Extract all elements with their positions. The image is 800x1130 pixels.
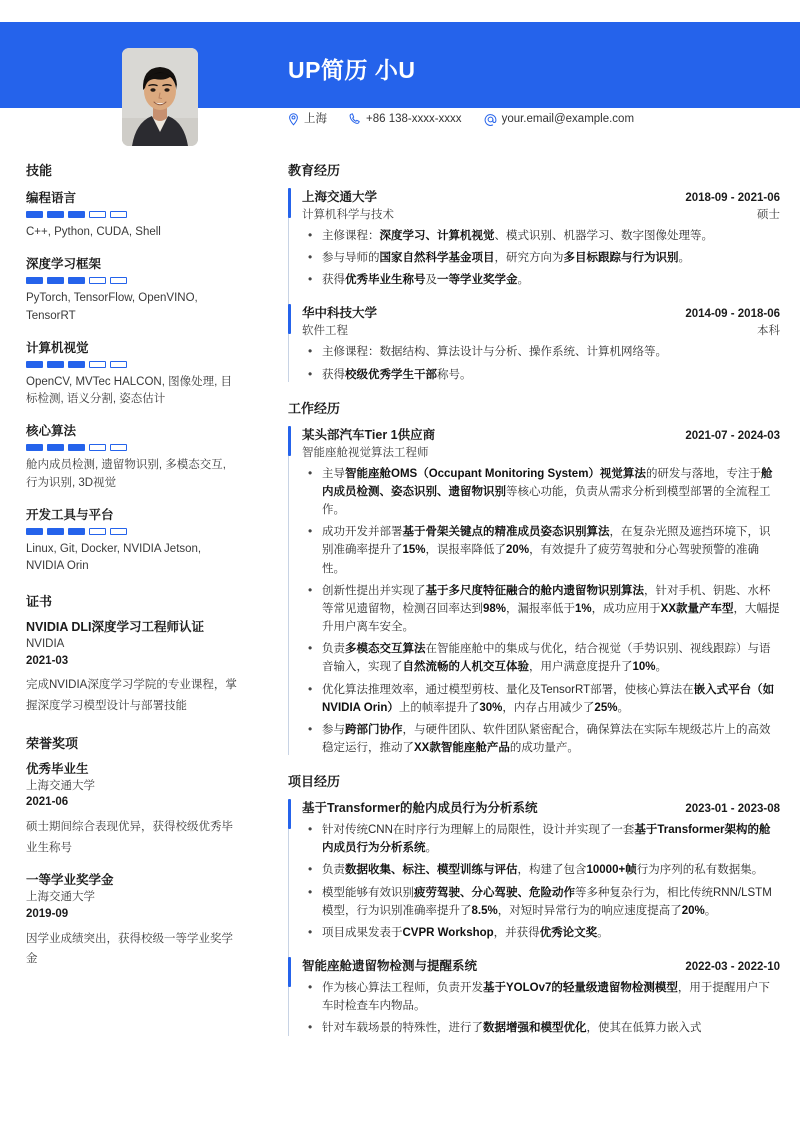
bullet-item: • 获得优秀毕业生称号及一等学业奖学金。 [302, 271, 780, 289]
skill-level-segment [89, 444, 106, 451]
education-entry-subheader [302, 206, 780, 222]
skill-level-meter [26, 528, 240, 535]
work-entry-title: 某头部汽车Tier 1供应商 [302, 427, 436, 442]
sidebar-section-certificates [26, 591, 240, 717]
profile-photo-icon [122, 48, 198, 146]
skill-group-list [26, 188, 240, 575]
skill-level-segment [68, 211, 85, 218]
skill-level-segment [110, 528, 127, 535]
bullet-item: • 主修课程：深度学习、计算机视觉、模式识别、机器学习、数字图像处理等。 [302, 227, 780, 245]
bullet-item: • 针对传统CNN在时序行为理解上的局限性，设计并实现了一套基于Transformer架构的舱内成员行为分析系统。 [302, 821, 780, 857]
phone-icon [349, 113, 361, 126]
skill-level-segment [89, 211, 106, 218]
avatar [122, 48, 198, 146]
project-entry-header [302, 956, 780, 974]
at-email-icon [484, 113, 497, 126]
skill-group-name: 核心算法 [26, 424, 77, 439]
education-entry [302, 303, 780, 383]
education-entry-date: 2018-09 - 2021-06 [685, 192, 780, 204]
bullet-item: • 主修课程：数据结构、算法设计与分析、操作系统、计算机网络等。 [302, 343, 780, 361]
contact-phone-text: +86 138-xxxx-xxxx [366, 112, 462, 125]
bullet-item: • 参与跨部门协作，与硬件团队、软件团队紧密配合，确保算法在实际车规级芯片上的高效稳定运行，推动了XX款智能座舱产品的成功量产。 [302, 721, 780, 757]
education-entry-title: 上海交通大学 [302, 190, 378, 204]
skill-level-meter [26, 211, 240, 218]
project-entry-date: 2023-01 - 2023-08 [685, 803, 780, 816]
section-projects [288, 771, 780, 1037]
certificate-list [26, 619, 240, 717]
skill-level-meter [26, 444, 240, 451]
contact-location-text: 上海 [304, 112, 327, 125]
section-work [288, 398, 780, 757]
project-entries [288, 798, 780, 1037]
education-entry-subheader [302, 322, 780, 338]
bullet-item: • 优化算法推理效率，通过模型剪枝、量化及TensorRT部署，使核心算法在嵌入式平台（如NVIDIA Orin）上的帧率提升了30%，内存占用减少了25%。 [302, 681, 780, 717]
education-entry [302, 187, 780, 289]
certificate-entry-desc: 完成NVIDIA深度学习学院的专业课程，掌握深度学习模型设计与部署技能 [26, 679, 237, 713]
skill-group [26, 338, 240, 409]
sidebar [0, 160, 262, 986]
skill-group [26, 254, 240, 325]
bullet-item: • 负责多模态交互算法在智能座舱中的集成与优化，结合视觉（手势识别、视线跟踪）与语音输入，实现了自然流畅的人机交互体验，用户满意度提升了10%。 [302, 640, 780, 676]
award-entry [26, 872, 240, 970]
bullet-item: • 创新性提出并实现了基于多尺度特征融合的舱内遗留物识别算法，针对手机、钥匙、水杯等常见遗留物，检测召回率达到98%，漏报率低于1%，成功应用于XX款量产车型，大幅提升用户离车安全。 [302, 582, 780, 636]
skills-heading: 技能 [26, 163, 53, 178]
skill-level-segment [47, 361, 64, 368]
work-entry-bullets [302, 465, 780, 757]
skill-level-segment [47, 444, 64, 451]
awards-heading: 荣誉奖项 [26, 735, 79, 751]
skill-items: C++, Python, CUDA, Shell [26, 226, 161, 238]
education-entry-degree: 本科 [757, 325, 780, 338]
project-entry-bullets [302, 979, 780, 1037]
skill-group-name: 深度学习框架 [26, 257, 102, 272]
skill-level-segment [110, 277, 127, 284]
project-entry-title: 智能座舱遗留物检测与提醒系统 [302, 959, 478, 974]
award-list [26, 761, 240, 970]
award-entry-desc: 因学业成绩突出，获得校级一等学业奖学金 [26, 932, 233, 966]
skill-level-segment [89, 361, 106, 368]
education-entry-subtitle: 计算机科学与技术 [302, 209, 394, 221]
skill-group [26, 421, 240, 492]
skill-items: PyTorch, TensorFlow, OpenVINO, TensorRT [26, 292, 198, 322]
award-entry-org: 上海交通大学 [26, 779, 95, 792]
skill-items: Linux, Git, Docker, NVIDIA Jetson, NVIDIA Orin [26, 542, 202, 572]
bullet-item: • 模型能够有效识别疲劳驾驶、分心驾驶、危险动作等多种复杂行为，相比传统RNN/LSTM模型，行为识别准确率提升了8.5%，对短时异常行为的响应速度提高了20%。 [302, 884, 780, 920]
skill-group-name: 开发工具与平台 [26, 507, 114, 522]
certificate-entry [26, 619, 240, 717]
skill-level-segment [47, 277, 64, 284]
education-entry-header [302, 303, 780, 321]
contact-phone [349, 113, 462, 126]
skill-level-segment [89, 277, 106, 284]
education-entries [288, 187, 780, 384]
bullet-item: • 针对车载场景的特殊性，进行了数据增强和模型优化，使其在低算力嵌入式 [302, 1019, 780, 1037]
section-education [288, 160, 780, 384]
project-entry [302, 798, 780, 942]
skill-items: 舱内成员检测, 遗留物识别, 多模态交互, 行为识别, 3D视觉 [26, 459, 226, 489]
contact-email-text: your.email@example.com [501, 112, 635, 125]
work-heading: 工作经历 [288, 400, 341, 416]
award-entry [26, 761, 240, 859]
bullet-item: • 负责数据收集、标注、模型训练与评估，构建了包含10000+帧行为序列的私有数据集。 [302, 861, 780, 879]
education-entry-subtitle: 软件工程 [302, 325, 348, 338]
skill-level-segment [47, 211, 64, 218]
content-columns [0, 160, 800, 1052]
skill-level-segment [26, 528, 43, 535]
skill-level-segment [26, 361, 43, 368]
bullet-item: • 主导智能座舱OMS（Occupant Monitoring System）视觉算法的研发与落地，专注于舱内成员检测、姿态识别、遗留物识别等核心功能，负责从需求分析到模型部署的全流程工作。 [302, 465, 780, 519]
skill-group [26, 505, 240, 576]
skill-level-segment [26, 444, 43, 451]
skill-level-segment [110, 211, 127, 218]
education-entry-header [302, 187, 780, 205]
education-entry-bullets [302, 227, 780, 289]
work-entry-header [302, 425, 780, 443]
work-entry [302, 425, 780, 757]
work-entries [288, 425, 780, 757]
skill-items: OpenCV, MVTec HALCON, 图像处理, 目标检测, 语义分割, 姿态估计 [26, 375, 232, 405]
education-heading: 教育经历 [288, 163, 341, 178]
work-entry-date: 2021-07 - 2024-03 [685, 429, 780, 442]
sidebar-section-skills [26, 160, 240, 575]
contact-email [484, 113, 634, 126]
skill-level-segment [110, 361, 127, 368]
sidebar-section-awards [26, 733, 240, 970]
education-entry-degree: 硕士 [757, 209, 780, 221]
bullet-item: • 成功开发并部署基于骨架关键点的精准成员姿态识别算法，在复杂光照及遮挡环境下，识别准确率提升了15%，误报率降低了20%，有效提升了疲劳驾驶和分心驾驶预警的准确性。 [302, 523, 780, 577]
contact-row [288, 113, 634, 126]
work-entry-subheader [302, 444, 780, 460]
skill-level-segment [68, 444, 85, 451]
work-entry-subtitle: 智能座舱视觉算法工程师 [302, 446, 429, 459]
education-entry-date: 2014-09 - 2018-06 [685, 308, 780, 321]
skill-level-meter [26, 277, 240, 284]
award-entry-title: 优秀毕业生 [26, 761, 89, 776]
project-entry-bullets [302, 821, 780, 942]
page-title: UP简历 小U [288, 57, 416, 83]
project-entry-header [302, 798, 780, 816]
skill-level-segment [68, 361, 85, 368]
project-entry-title: 基于Transformer的舱内成员行为分析系统 [302, 801, 538, 816]
project-entry-date: 2022-03 - 2022-10 [685, 961, 780, 974]
certificate-entry-org: NVIDIA [26, 638, 65, 651]
award-entry-desc: 硕士期间综合表现优异，获得校级优秀毕业生称号 [26, 821, 233, 854]
certificate-entry-date: 2021-03 [26, 654, 69, 667]
location-pin-icon [288, 113, 299, 126]
contact-location [288, 113, 327, 126]
main-column [288, 160, 800, 1052]
award-entry-title: 一等学业奖学金 [26, 873, 114, 888]
project-heading: 项目经历 [288, 774, 341, 790]
skill-level-segment [26, 211, 43, 218]
skill-level-segment [110, 444, 127, 451]
skill-level-segment [89, 528, 106, 535]
education-entry-title: 华中科技大学 [302, 306, 378, 321]
skill-group-name: 计算机视觉 [26, 340, 89, 355]
skill-level-segment [47, 528, 64, 535]
bullet-item: • 参与导师的国家自然科学基金项目，研究方向为多目标跟踪与行为识别。 [302, 249, 780, 267]
skill-level-segment [68, 528, 85, 535]
skill-level-segment [68, 277, 85, 284]
certificate-entry-title: NVIDIA DLI深度学习工程师认证 [26, 620, 205, 635]
skill-level-segment [26, 277, 43, 284]
award-entry-date: 2019-09 [26, 907, 69, 920]
certificates-heading: 证书 [26, 594, 53, 610]
award-entry-org: 上海交通大学 [26, 891, 95, 904]
skill-group [26, 188, 240, 241]
project-entry [302, 956, 780, 1037]
bullet-item: • 获得校级优秀学生干部称号。 [302, 366, 780, 384]
skill-group-name: 编程语言 [26, 191, 77, 205]
bullet-item: • 作为核心算法工程师，负责开发基于YOLOv7的轻量级遗留物检测模型，用于提醒用户下车时检查车内物品。 [302, 979, 780, 1015]
award-entry-date: 2021-06 [26, 796, 69, 809]
education-entry-bullets [302, 343, 780, 383]
skill-level-meter [26, 361, 240, 368]
bullet-item: • 项目成果发表于CVPR Workshop，并获得优秀论文奖。 [302, 924, 780, 942]
